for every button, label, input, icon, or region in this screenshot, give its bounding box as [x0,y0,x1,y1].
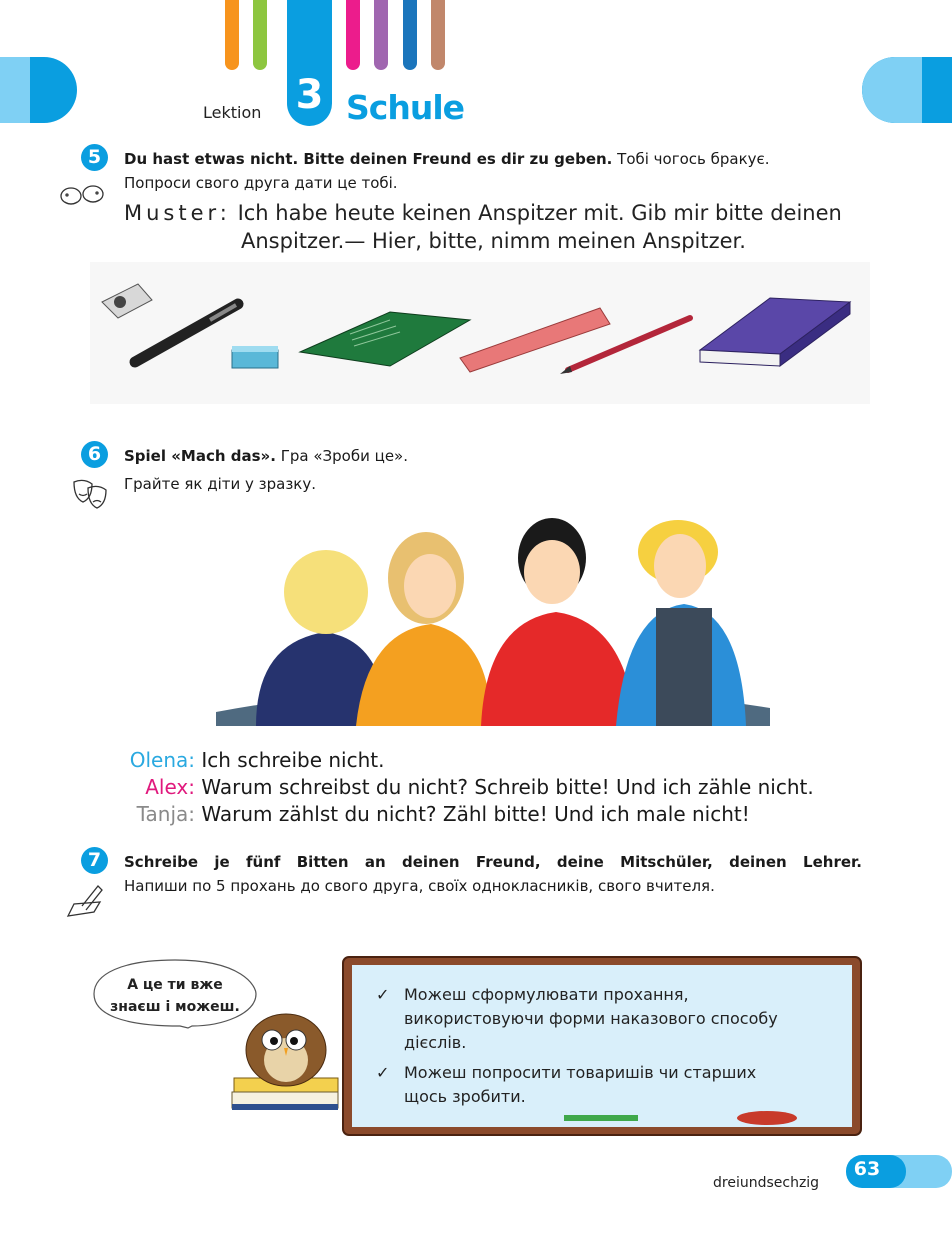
exercise-6-instruction-de: Spiel «Mach das». [124,447,276,465]
exercise-6-instruction-uk-2: Грайте як діти у зразку. [124,475,317,493]
summary-item-1 [376,983,836,1055]
board-sponge-image [737,1111,797,1125]
exercise-6-instruction [124,444,408,468]
speaker-olena: Olena: [129,748,195,772]
summary-item-2-line-2: щось зробити. [404,1087,526,1106]
exercise-6-instruction-uk: Гра «Зроби це». [280,447,408,465]
dialog-line-alex [118,773,814,801]
summary-list [376,983,836,1109]
muster-line-2: Anspitzer.— Hier, bitte, nimm meinen Anspitzer. [241,229,746,253]
exercise-6-number: 6 [81,441,108,468]
speaker-alex: Alex: [145,775,195,799]
check-icon: ✓ [376,1063,390,1082]
children-at-table-illustration [216,512,770,726]
header-stripe-orange [225,0,239,70]
check-icon: ✓ [376,985,390,1004]
exercise-7-instruction-uk: Напиши по 5 прохань до свого друга, своїх однокласників, свого вчителя. [124,877,715,895]
dialog-line-tanja [118,800,750,828]
page-number: 63 [853,1158,881,1180]
muster-example [124,199,864,227]
header-right-tab [862,57,952,123]
exercise-7-instruction-de: Schreibe je fünf Bitten an deinen Freund, deine Mitschüler, deinen Lehrer. [124,853,862,871]
exercise-5-instruction-de: Du hast etwas nicht. Bitte deinen Freund es dir zu geben. [124,150,613,168]
muster-line-1: Ich habe heute keinen Anspitzer mit. Gib mir bitte deinen [237,201,842,225]
summary-item-2 [376,1061,836,1109]
speech-bubble-text [100,974,250,1018]
owl-on-books-illustration [230,1006,340,1112]
header-stripe-purple [374,0,388,70]
lesson-title: Schule [346,88,465,127]
lesson-label: Lektion [203,103,262,122]
school-supplies-illustration [90,262,870,404]
chalk-image [564,1115,638,1121]
header-left-tab [0,57,77,123]
lesson-number: 3 [295,72,324,118]
exercise-7-number: 7 [81,847,108,874]
bubble-line-2: знаєш і можеш. [110,999,240,1015]
speaker-tanja: Tanja: [136,802,195,826]
writing-hand-icon [64,882,106,922]
exercise-5-instruction-uk-2: Попроси свого друга дати це тобі. [124,174,398,192]
summary-item-1-line-3: дієслів. [404,1033,467,1052]
summary-item-1-line-1: Можеш сформулювати прохання, [404,985,689,1004]
theatre-masks-icon [70,474,110,514]
dialog-text-alex: Warum schreibst du nicht? Schreib bitte! Und ich zähle nicht. [201,775,814,799]
exercise-5-instruction [124,147,862,171]
eraser-image [232,346,278,368]
header-stripe-blue [403,0,417,70]
page-number-word: dreiundsechzig [713,1175,820,1191]
summary-item-2-line-1: Можеш попросити товаришів чи старших [404,1063,757,1082]
pair-talk-icon [57,182,109,208]
header-stripe-pink [346,0,360,70]
summary-item-1-line-2: використовуючи форми наказового способу [404,1009,778,1028]
header-stripe-brown [431,0,445,70]
exercise-5-instruction-uk-1: Тобі чогось бракує. [617,150,770,168]
dialog-text-tanja: Warum zählst du nicht? Zähl bitte! Und ich male nicht! [201,802,750,826]
exercise-5-number: 5 [81,144,108,171]
header-stripe-green [253,0,267,70]
muster-label: Muster: [124,201,231,225]
dialog-text-olena: Ich schreibe nicht. [201,748,385,772]
dialog-line-olena [118,746,384,774]
bubble-line-1: А це ти вже [127,977,223,993]
